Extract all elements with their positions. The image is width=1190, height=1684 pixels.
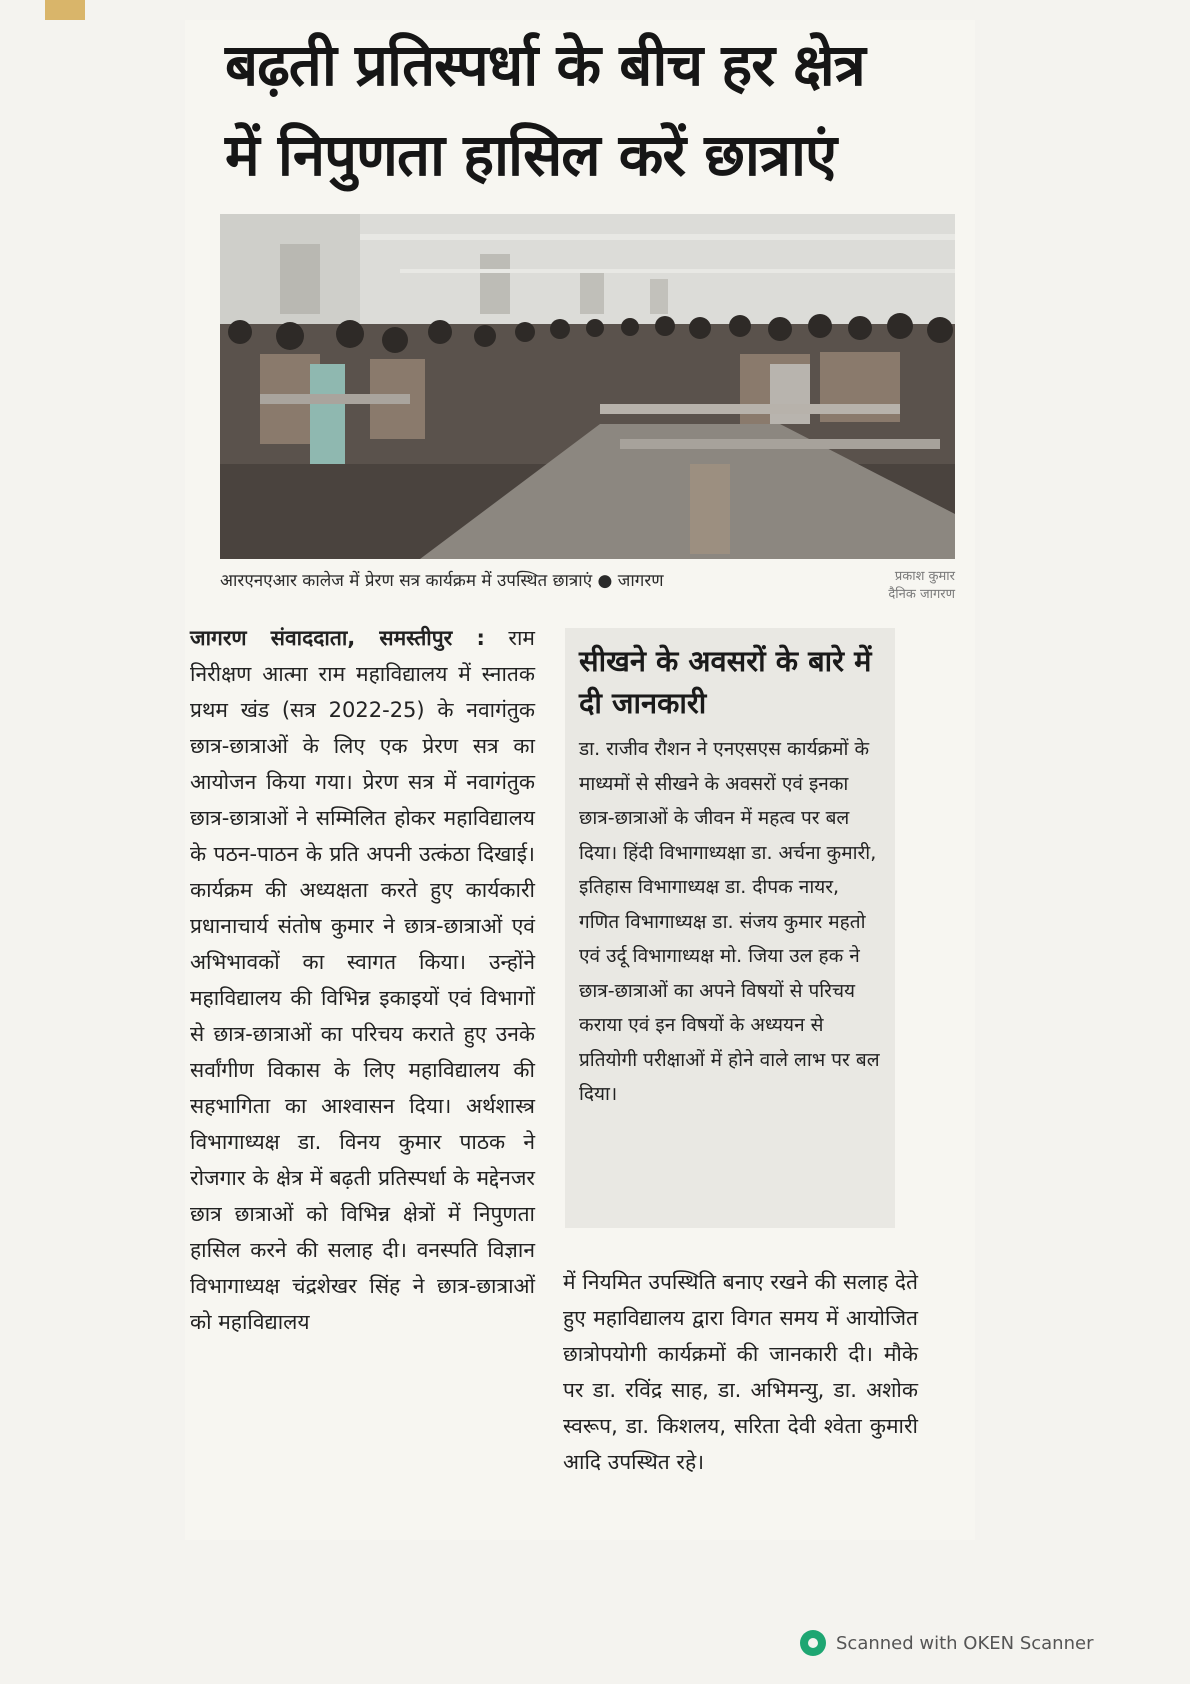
- scanner-logo-icon: [800, 1630, 826, 1656]
- article-byline: जागरण संवाददाता, समस्तीपुर :: [190, 626, 485, 650]
- paper-edge-mark: [45, 0, 85, 20]
- headline-line-2: में निपुणता हासिल करें छात्राएं: [225, 121, 837, 189]
- sidebar-body: डा. राजीव रौशन ने एनएसएस कार्यक्रमों के माध्यमों से सीखने के अवसरों एवं इनका छात्र-छात्राओं के जीवन में महत्व पर बल दिया। हिंदी विभागाध्यक्षा डा. अर्चना कुमारी, इतिहास विभागाध्यक्ष डा. दीपक नायर, गणित विभागाध्यक्ष डा. संजय कुमार महतो एवं उर्दू विभागाध्यक्ष मो. जिया उल हक ने छात्र-छात्राओं का अपने विषयों से परिचय कराया एवं इन विषयों के अध्ययन से प्रतियोगी परीक्षाओं में होने वाले लाभ पर बल दिया।: [579, 738, 880, 1105]
- photo-credit-name: प्रकाश कुमार: [894, 569, 955, 584]
- photo-credit: [825, 568, 955, 604]
- article-right-column: में नियमित उपस्थिति बनाए रखने की सलाह देते हुए महाविद्यालय द्वारा विगत समय में आयोजित छात्रोपयोगी कार्यक्रमों की जानकारी दी। मौके पर डा. रविंद्र साह, डा. अभिमन्यु, डा. अशोक स्वरूप, डा. किशलय, सरिता देवी श्वेता कुमारी आदि उपस्थित रहे।: [563, 1270, 918, 1474]
- article-left-column: [190, 620, 535, 1340]
- scanner-watermark: [800, 1630, 1093, 1656]
- photo-caption: आरएनएआर कालेज में प्रेरण सत्र कार्यक्रम में उपस्थित छात्राएं ● जागरण: [220, 571, 664, 591]
- headline: [225, 20, 965, 200]
- photo-credit-paper: दैनिक जागरण: [888, 587, 955, 602]
- scanner-label: Scanned with OKEN Scanner: [836, 1632, 1094, 1654]
- headline-line-1: बढ़ती प्रतिस्पर्धा के बीच हर क्षेत्र: [225, 31, 865, 99]
- classroom-photo-illustration: [220, 214, 955, 559]
- sidebar-box: [565, 628, 895, 1228]
- sidebar-heading: सीखने के अवसरों के बारे में दी जानकारी: [579, 644, 872, 720]
- article-left-text: राम निरीक्षण आत्मा राम महाविद्यालय में स्नातक प्रथम खंड (सत्र 2022-25) के नवागंतुक छात्र-छात्राओं के लिए एक प्रेरण सत्र का आयोजन किया गया। प्रेरण सत्र में नवागंतुक छात्र-छात्राओं ने सम्मिलित होकर महाविद्यालय के पठन-पाठन के प्रति अपनी उत्कंठा दिखाई। कार्यक्रम की अध्यक्षता करते हुए कार्यकारी प्रधानाचार्य संतोष कुमार ने छात्र-छात्राओं एवं अभिभावकों का स्वागत किया। उन्होंने महाविद्यालय की विभिन्न इकाइयों एवं विभागों से छात्र-छात्राओं का परिचय कराते हुए उनके सर्वांगीण विकास के लिए महाविद्यालय की सहभागिता का आश्वासन दिया। अर्थशास्त्र विभागाध्यक्ष डा. विनय कुमार पाठक ने रोजगार के क्षेत्र में बढ़ती प्रतिस्पर्धा के मद्देनजर छात्र छात्राओं को विभिन्न क्षेत्रों में निपुणता हासिल करने की सलाह दी। वनस्पति विज्ञान विभागाध्यक्ष चंद्रशेखर सिंह ने छात्र-छात्राओं को महाविद्यालय: [190, 626, 535, 1334]
- newspaper-clipping: [185, 20, 975, 1540]
- classroom-photo: [220, 214, 955, 559]
